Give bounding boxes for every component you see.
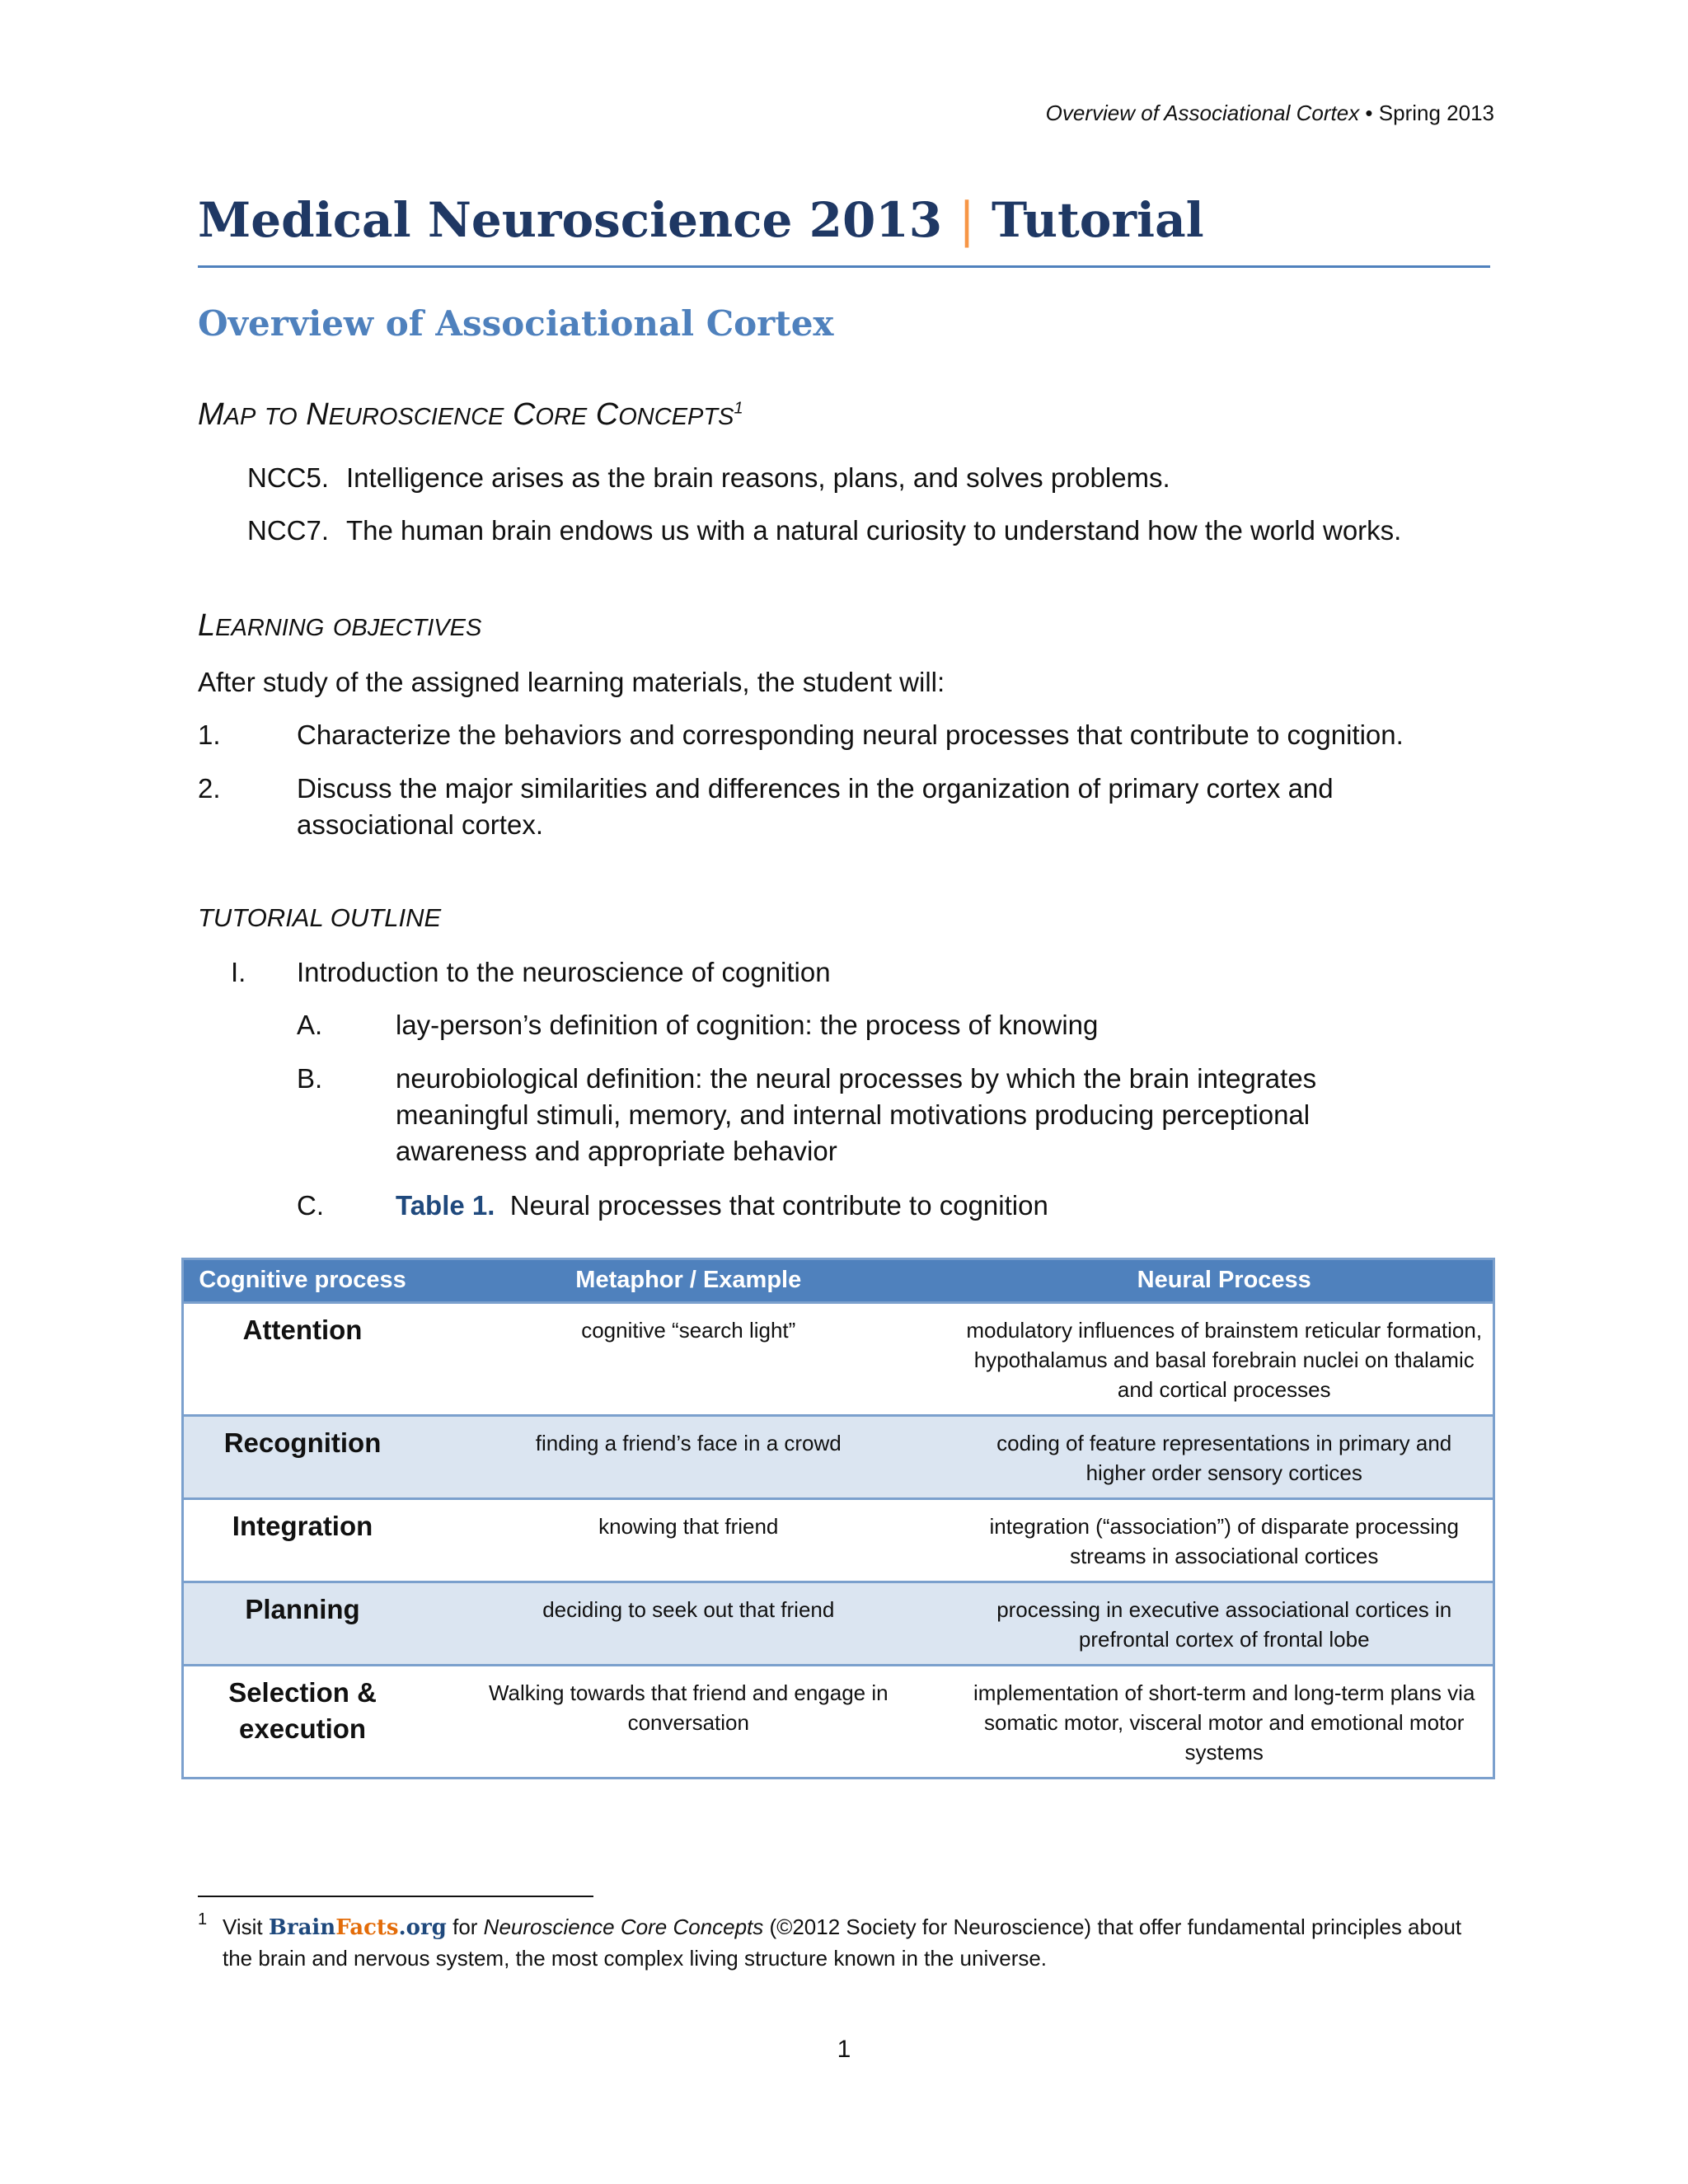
objective-number: 1. [198,719,221,750]
objective-text: Discuss the major similarities and differences in the organization of primary cortex and associational cortex. [297,773,1334,840]
outline-letter: C. [297,1190,324,1221]
title-course: Medical Neuroscience 2013 [198,192,943,248]
ncc-text: Intelligence arises as the brain reasons, plans, and solves problems. [346,462,1170,493]
running-header [1046,101,1494,126]
heading-cap: C [512,397,536,432]
cell-process: Integration [183,1499,422,1582]
footnote-ref[interactable]: 1 [734,399,743,418]
footnote-text [223,1912,1492,1974]
outline-heading: TUTORIAL OUTLINE [198,903,442,932]
cell-example: deciding to seek out that friend [421,1582,955,1666]
title-divider [198,265,1490,268]
cell-neural: implementation of short-term and long-term plans via somatic motor, visceral motor and emotional motor systems [955,1666,1493,1779]
cell-process: Selection & execution [183,1666,422,1779]
outline-section-text: Introduction to the neuroscience of cognition [297,957,831,987]
cognition-table [181,1258,1495,1779]
column-header: Neural Process [955,1259,1493,1303]
running-header-bullet: • [1359,101,1379,125]
outline-letter: A. [297,1010,323,1040]
heading-smallcaps: ONCEPTS [618,404,734,430]
heading-smallcaps: EUROSCIENCE [328,404,504,430]
table-header-row [183,1259,1494,1303]
cell-process: Recognition [183,1416,422,1499]
table-row [183,1416,1494,1499]
title-separator: | [959,192,975,248]
table-row [183,1303,1494,1416]
page-subtitle: Overview of Associational Cortex [198,303,834,344]
cell-example: Walking towards that friend and engage in conversation [421,1666,955,1779]
ncc-code: NCC5. [247,462,330,493]
heading-cap: N [306,397,329,432]
learning-objectives-heading [198,608,481,644]
ncc-code: NCC7. [247,515,330,546]
cell-neural: integration (“association”) of disparate processing streams in associational cortices [955,1499,1493,1582]
brainfacts-link[interactable] [269,1915,447,1940]
core-concepts-heading [198,397,743,433]
running-header-title: Overview of Associational Cortex [1045,101,1360,125]
running-header-term: Spring 2013 [1378,101,1494,125]
outline-letter: B. [297,1063,323,1094]
heading-smallcaps: OBJECTIVES [332,615,482,641]
table-reference-link[interactable]: Table 1. [396,1190,495,1221]
footnote-mark: 1 [198,1910,208,1929]
column-header: Cognitive process [183,1259,422,1303]
heading-smallcaps: AP [223,404,256,430]
cell-neural: processing in executive associational cortices in prefrontal cortex of frontal lobe [955,1582,1493,1666]
heading-smallcaps: TO [264,404,298,430]
outline-section-number: I. [231,957,246,987]
cell-example: knowing that friend [421,1499,955,1582]
cell-example: finding a friend’s face in a crowd [421,1416,955,1499]
heading-smallcaps: ORE [535,404,588,430]
page-title [198,194,1204,247]
outline-subitem-text [396,1188,1048,1224]
outline-subitem-text: lay-person’s definition of cognition: the process of knowing [396,1010,1099,1040]
footnote-divider [198,1896,593,1897]
brand-part: .org [398,1915,447,1940]
footnote-work-title: Neuroscience Core Concepts [483,1915,764,1939]
heading-cap: C [595,397,619,432]
heading-cap: L [198,608,216,643]
table-row [183,1666,1494,1779]
brand-part: Brain [268,1915,336,1940]
footnote-rest: (©2012 Society for Neuroscience) that offer fundamental principles about the brain and nervous system, the most complex living structure known in the universe. [223,1915,1462,1971]
cell-process: Attention [183,1303,422,1416]
cell-neural: coding of feature representations in primary and higher order sensory cortices [955,1416,1493,1499]
objective-number: 2. [198,773,221,804]
objectives-intro: After study of the assigned learning materials, the student will: [198,667,945,697]
page-number: 1 [837,2036,851,2063]
heading-smallcaps: EARNING [215,615,325,641]
cell-neural: modulatory influences of brainstem reticular formation, hypothalamus and basal forebrain nuclei on thalamic and cortical processes [955,1303,1493,1416]
title-kind: Tutorial [992,192,1204,248]
objective-text: Characterize the behaviors and corresponding neural processes that contribute to cognition. [297,719,1404,750]
footnote-visit: Visit [223,1915,263,1939]
outline-subitem-text: neurobiological definition: the neural processes by which the brain integrates meaningful stimuli, memory, and internal motivations producing perceptional awareness and appropriate behavior [396,1063,1317,1166]
ncc-text: The human brain endows us with a natural curiosity to understand how the world works. [346,515,1402,546]
footnote-for: for [452,1915,478,1939]
cell-example: cognitive “search light” [421,1303,955,1416]
table-row [183,1582,1494,1666]
heading-cap: M [198,397,224,432]
table-row [183,1499,1494,1582]
cell-process: Planning [183,1582,422,1666]
brand-part: Facts [335,1915,399,1940]
table-caption: Neural processes that contribute to cognition [509,1190,1048,1221]
column-header: Metaphor / Example [421,1259,955,1303]
